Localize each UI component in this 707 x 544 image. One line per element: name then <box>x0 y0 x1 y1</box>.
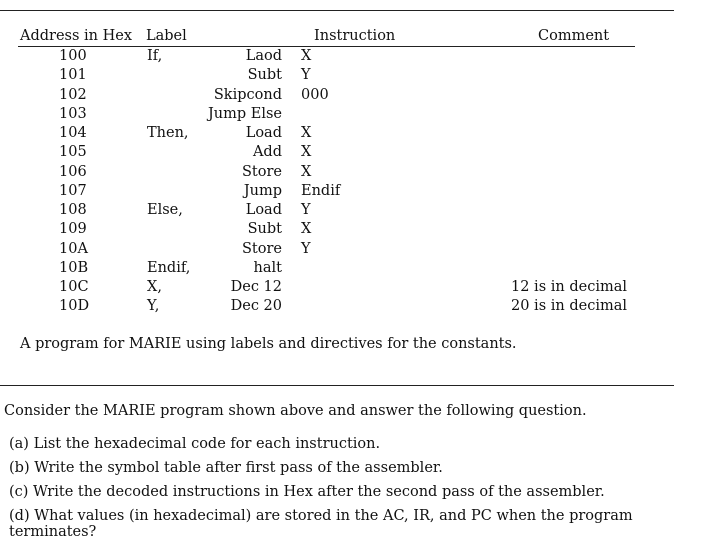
instruction-opcode-cell: Laod <box>245 48 282 64</box>
top-rule <box>0 10 674 11</box>
address-cell: 106 <box>59 163 87 180</box>
label-cell: Y, <box>147 298 160 315</box>
label-cell: Else, <box>147 202 183 218</box>
label-cell: Then, <box>147 125 189 141</box>
instruction-opcode-cell: Load <box>245 125 282 141</box>
comment-cell: 12 is in decimal <box>511 279 627 295</box>
question-item: (a) List the hexadecimal code for each instruction. <box>9 436 381 452</box>
table-row <box>0 124 707 143</box>
address-cell: 10C <box>59 279 89 295</box>
table-row <box>0 201 707 220</box>
instruction-operand-cell: 000 <box>301 86 329 103</box>
instruction-opcode-cell: Store <box>241 240 282 257</box>
question-item: (b) Write the symbol table after first pass of the assembler. <box>9 460 443 476</box>
figure-caption: A program for MARIE using labels and directives for the constants. <box>20 336 517 352</box>
instruction-opcode-cell: Subt <box>247 221 282 238</box>
instruction-opcode-cell: Subt <box>247 67 282 84</box>
table-row <box>0 259 707 278</box>
instruction-opcode-cell: Add <box>252 144 282 161</box>
table-row <box>0 143 707 162</box>
table-row <box>0 66 707 85</box>
address-cell: 107 <box>59 182 87 199</box>
header-address: Address in Hex <box>20 28 133 44</box>
instruction-operand-cell: X <box>301 221 312 238</box>
instruction-operand-cell: Y <box>301 240 311 257</box>
table-row <box>0 240 707 259</box>
instruction-opcode-cell: Jump Else <box>207 105 282 122</box>
address-cell: 101 <box>59 67 87 84</box>
instruction-opcode-cell: Skipcond <box>213 86 282 103</box>
address-cell: 10A <box>59 240 88 257</box>
instruction-operand-cell: Y <box>301 202 311 218</box>
label-cell: X, <box>147 279 162 295</box>
question-item: (d) What values (in hexadecimal) are stored in the AC, IR, and PC when the program terminates? <box>9 508 633 540</box>
header-label: Label <box>146 28 187 44</box>
address-cell: 100 <box>59 48 87 64</box>
address-cell: 104 <box>59 125 87 141</box>
table-row <box>0 297 707 316</box>
instruction-opcode-cell: Dec 20 <box>230 298 282 315</box>
table-row <box>0 163 707 182</box>
table-row <box>0 47 707 66</box>
address-cell: 10B <box>59 259 89 276</box>
comment-cell: 20 is in decimal <box>511 298 627 315</box>
instruction-operand-cell: X <box>301 125 312 141</box>
header-comment: Comment <box>538 28 610 44</box>
instruction-operand-cell: Endif <box>301 182 341 199</box>
label-cell: If, <box>147 48 163 64</box>
table-row <box>0 278 707 297</box>
question-item: (c) Write the decoded instructions in Hex after the second pass of the assembler. <box>9 484 605 500</box>
address-cell: 102 <box>59 86 87 103</box>
table-row <box>0 220 707 239</box>
instruction-opcode-cell: Dec 12 <box>230 279 282 295</box>
address-cell: 103 <box>59 105 87 122</box>
section-rule <box>0 385 674 386</box>
instruction-opcode-cell: Jump <box>243 182 282 199</box>
question-intro: Consider the MARIE program shown above and answer the following question. <box>4 403 587 419</box>
instruction-opcode-cell: halt <box>253 259 282 276</box>
address-cell: 10D <box>59 298 90 315</box>
header-instruction: Instruction <box>314 28 396 44</box>
table-row <box>0 182 707 201</box>
address-cell: 105 <box>59 144 87 161</box>
instruction-operand-cell: X <box>301 163 312 180</box>
address-cell: 109 <box>59 221 87 238</box>
table-row <box>0 105 707 124</box>
instruction-operand-cell: Y <box>301 67 311 84</box>
instruction-opcode-cell: Store <box>241 163 282 180</box>
table-row <box>0 86 707 105</box>
instruction-operand-cell: X <box>301 48 312 64</box>
instruction-opcode-cell: Load <box>245 202 282 218</box>
instruction-operand-cell: X <box>301 144 312 161</box>
label-cell: Endif, <box>147 259 191 276</box>
address-cell: 108 <box>59 202 87 218</box>
